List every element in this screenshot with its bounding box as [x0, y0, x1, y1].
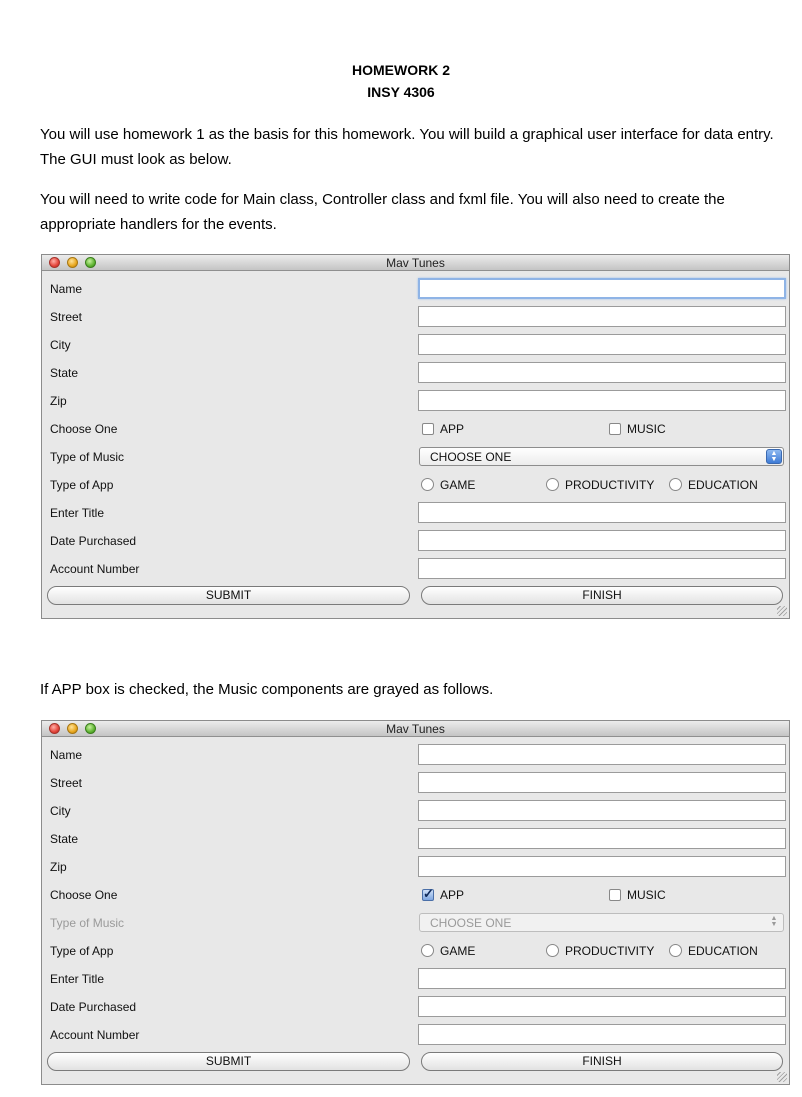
combo-selected-value: CHOOSE ONE [430, 450, 512, 464]
mav-tunes-window-2 [41, 720, 790, 1085]
label-enter-title: Enter Title [50, 506, 105, 520]
label-choose-one: Choose One [50, 422, 118, 436]
label-account-number: Account Number [50, 1028, 140, 1042]
title-field[interactable] [418, 502, 786, 523]
label-type-of-app: Type of App [50, 478, 114, 492]
combo-arrows-icon: ▲ ▼ [770, 915, 778, 928]
education-radio-label: EDUCATION [688, 944, 758, 958]
label-type-of-app: Type of App [50, 944, 114, 958]
zip-field[interactable] [418, 856, 786, 877]
window-title: Mav Tunes [386, 256, 445, 270]
title-bar [42, 721, 789, 737]
doc-heading-1: HOMEWORK 2 [352, 62, 450, 78]
submit-button[interactable]: SUBMIT [47, 1052, 410, 1071]
education-radio[interactable] [669, 944, 682, 957]
state-field[interactable] [418, 828, 786, 849]
music-checkbox[interactable] [609, 889, 621, 901]
label-date-purchased: Date Purchased [50, 534, 137, 548]
finish-button[interactable]: FINISH [421, 1052, 783, 1071]
productivity-radio-label: PRODUCTIVITY [565, 944, 655, 958]
doc-paragraph-2: You will need to write code for Main class, Controller class and fxml file. You will also need to create the appropriate handlers for the events. [40, 191, 725, 233]
submit-button[interactable]: SUBMIT [47, 586, 410, 605]
label-choose-one: Choose One [50, 888, 118, 902]
title-bar [42, 255, 789, 271]
resize-grip-icon[interactable] [777, 1072, 787, 1082]
label-name: Name [50, 282, 83, 296]
music-checkbox[interactable] [609, 423, 621, 435]
productivity-radio[interactable] [546, 478, 559, 491]
music-checkbox-label: MUSIC [627, 888, 666, 902]
label-zip: Zip [50, 860, 67, 874]
game-radio-label: GAME [440, 478, 476, 492]
doc-heading-2: INSY 4306 [367, 84, 435, 100]
account-number-field[interactable] [418, 1024, 786, 1045]
education-radio[interactable] [669, 478, 682, 491]
account-number-field[interactable] [418, 558, 786, 579]
label-date-purchased: Date Purchased [50, 1000, 137, 1014]
label-type-of-music: Type of Music [50, 916, 125, 930]
finish-button[interactable]: FINISH [421, 586, 783, 605]
label-street: Street [50, 310, 83, 324]
music-type-combo [419, 913, 784, 932]
app-checkbox-label: APP [440, 888, 465, 902]
title-field[interactable] [418, 968, 786, 989]
name-field[interactable] [418, 278, 786, 299]
app-checkbox-label: APP [440, 422, 465, 436]
zip-field[interactable] [418, 390, 786, 411]
game-radio[interactable] [421, 478, 434, 491]
app-checkbox[interactable] [422, 423, 434, 435]
mav-tunes-window-1 [41, 254, 790, 619]
app-checkbox[interactable] [422, 889, 434, 901]
label-account-number: Account Number [50, 562, 140, 576]
label-street: Street [50, 776, 83, 790]
game-radio-label: GAME [440, 944, 476, 958]
doc-paragraph-3: If APP box is checked, the Music components are grayed as follows. [40, 681, 494, 698]
city-field[interactable] [418, 800, 786, 821]
label-zip: Zip [50, 394, 67, 408]
label-city: City [50, 804, 71, 818]
date-purchased-field[interactable] [418, 530, 786, 551]
resize-grip-icon[interactable] [777, 606, 787, 616]
city-field[interactable] [418, 334, 786, 355]
doc-paragraph-1: You will use homework 1 as the basis for this homework. You will build a graphical user interface for data entry. The GUI must look as below. [40, 126, 774, 168]
window-title: Mav Tunes [386, 722, 445, 736]
label-state: State [50, 366, 79, 380]
combo-selected-value: CHOOSE ONE [430, 916, 512, 930]
game-radio[interactable] [421, 944, 434, 957]
label-state: State [50, 832, 79, 846]
label-enter-title: Enter Title [50, 972, 105, 986]
label-name: Name [50, 748, 83, 762]
date-purchased-field[interactable] [418, 996, 786, 1017]
label-type-of-music: Type of Music [50, 450, 125, 464]
state-field[interactable] [418, 362, 786, 383]
street-field[interactable] [418, 772, 786, 793]
productivity-radio[interactable] [546, 944, 559, 957]
name-field[interactable] [418, 744, 786, 765]
education-radio-label: EDUCATION [688, 478, 758, 492]
street-field[interactable] [418, 306, 786, 327]
productivity-radio-label: PRODUCTIVITY [565, 478, 655, 492]
music-checkbox-label: MUSIC [627, 422, 666, 436]
music-type-combo[interactable] [419, 447, 784, 466]
combo-arrows-icon: ▲ ▼ [766, 449, 782, 464]
label-city: City [50, 338, 71, 352]
